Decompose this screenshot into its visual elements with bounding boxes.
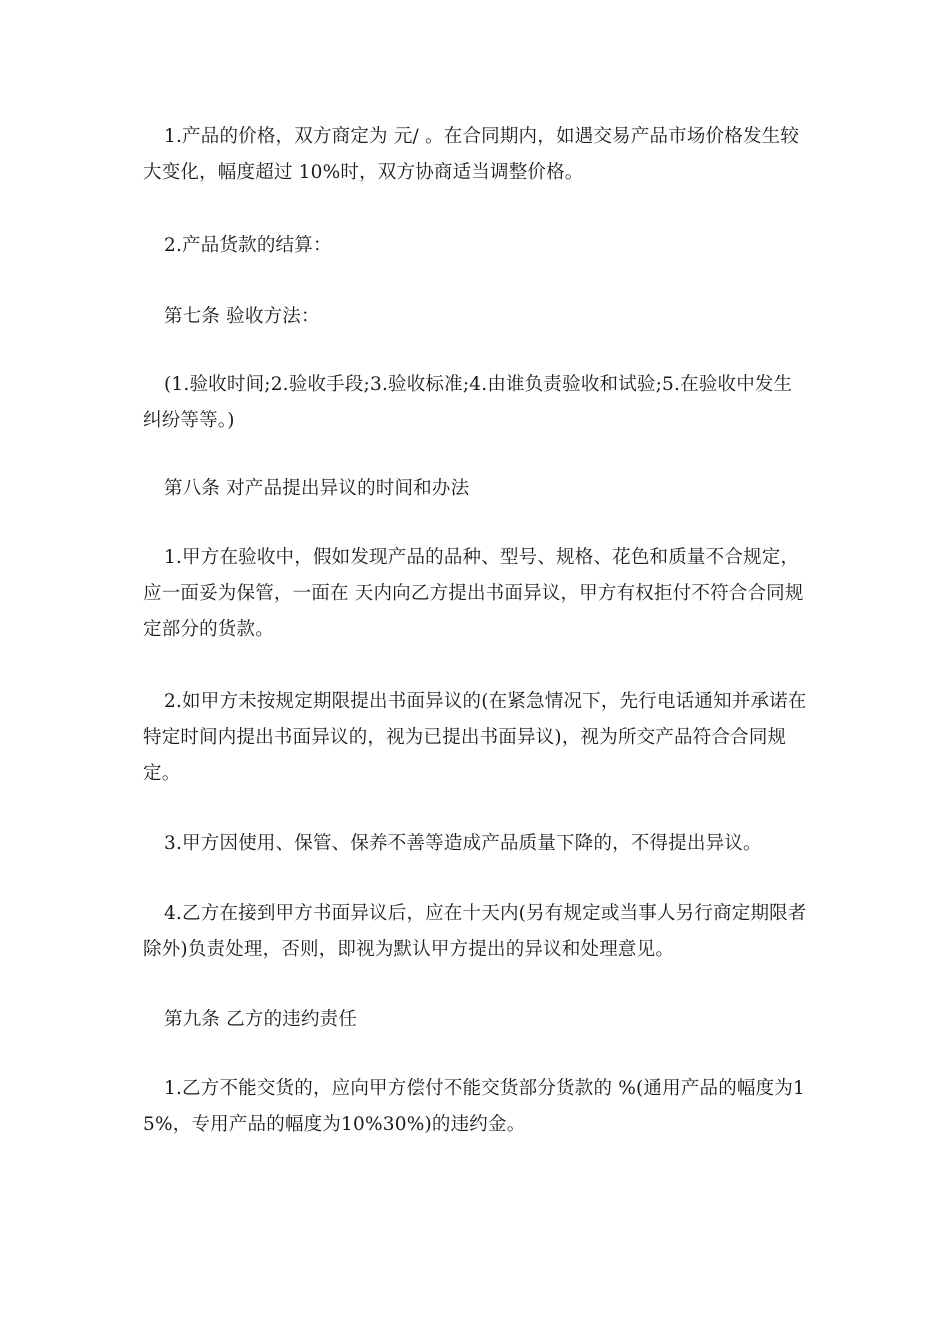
breach-clause-1: 1.乙方不能交货的，应向甲方偿付不能交货部分货款的 %(通用产品的幅度为15%，专用产品的幅度为10%30%)的违约金。 (143, 1078, 806, 1135)
objection-clause-3: 3.甲方因使用、保管、保养不善等造成产品质量下降的，不得提出异议。 (164, 833, 762, 854)
payment-settlement-paragraph: 2.产品货款的结算： (164, 235, 332, 256)
objection-clause-4: 4.乙方在接到甲方书面异议后，应在十天内(另有规定或当事人另行商定期限者除外)负责处理，否则，即视为默认甲方提出的异议和处理意见。 (143, 903, 807, 960)
article-8-heading: 第八条 对产品提出异议的时间和办法 (164, 478, 470, 499)
inspection-methods-paragraph: (1.验收时间;2.验收手段;3.验收标准;4.由谁负责验收和试验;5.在验收中发生纠纷等等。) (143, 374, 793, 431)
article-9-heading: 第九条 乙方的违约责任 (164, 1009, 358, 1030)
article-7-heading: 第七条 验收方法： (164, 306, 320, 327)
objection-clause-2: 2.如甲方未按规定期限提出书面异议的(在紧急情况下，先行电话通知并承诺在特定时间内提出书面异议的，视为已提出书面异议)，视为所交产品符合合同规定。 (143, 691, 807, 784)
price-paragraph: 1.产品的价格，双方商定为 元/ 。在合同期内，如遇交易产品市场价格发生较大变化，幅度超过 10%时，双方协商适当调整价格。 (143, 126, 800, 183)
objection-clause-1: 1.甲方在验收中，假如发现产品的品种、型号、规格、花色和质量不合规定，应一面妥为保管，一面在 天内向乙方提出书面异议，甲方有权拒付不符合合同规定部分的货款。 (143, 547, 804, 640)
